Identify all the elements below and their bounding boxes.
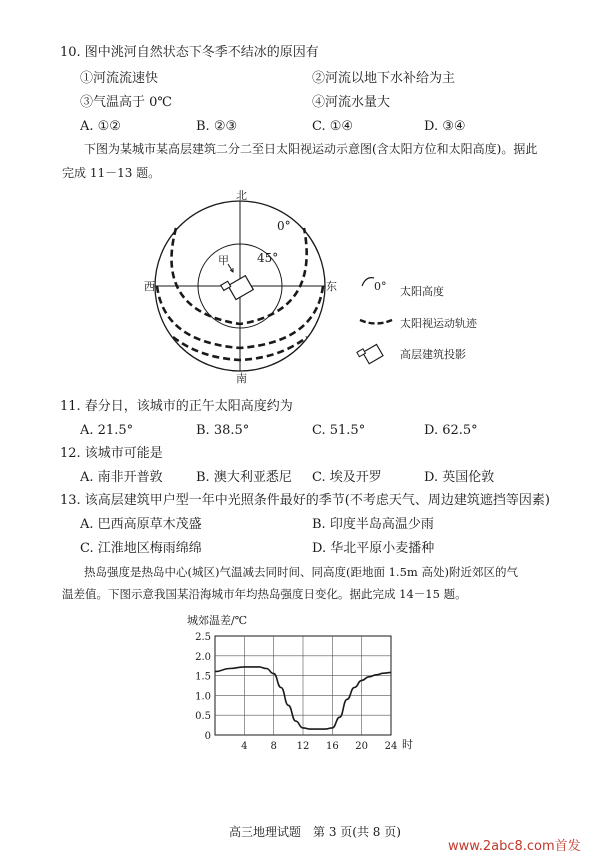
q10-option-b: B. ②③ [196, 119, 238, 134]
legend-building-icon [357, 342, 383, 366]
sun-path-diagram [140, 186, 520, 386]
q12-option-b: B. 澳大利亚悉尼 [196, 470, 292, 485]
q10-stem: 10. 图中洮河自然状态下冬季不结冰的原因有 [60, 45, 319, 60]
sun-path-summer [172, 228, 307, 324]
q13-option-d: D. 华北平原小麦播种 [312, 541, 435, 556]
chart-ylabel: 城郊温差/℃ [187, 614, 248, 627]
legend-path-label: 太阳视运动轨迹 [400, 317, 477, 330]
y-tick-label: 0.5 [195, 711, 211, 723]
label-east: 东 [326, 280, 337, 293]
q12-option-a: A. 南非开普敦 [80, 470, 163, 485]
legend-altitude-label: 太阳高度 [400, 285, 444, 298]
legend-building-label: 高层建筑投影 [400, 348, 466, 361]
q12-stem: 12. 该城市可能是 [60, 446, 163, 461]
q13-stem: 13. 该高层建筑甲户型一年中光照条件最好的季节(不考虑天气、周边建筑遮挡等因素) [60, 493, 550, 508]
label-jia: 甲 [218, 254, 229, 267]
intro1-line1: 下图为某城市某高层建筑二分二至日太阳视运动示意图(含太阳方位和太阳高度)。据此 [84, 142, 538, 156]
q10-option-c: C. ①④ [312, 119, 354, 134]
q12-option-c: C. 埃及开罗 [312, 470, 382, 485]
y-tick-label: 1.5 [195, 671, 211, 683]
intro2-line2: 温差值。下图示意我国某沿海城市年均热岛强度日变化。据此完成 14－15 题。 [62, 587, 467, 601]
x-tick-label: 16 [325, 741, 339, 752]
legend-altitude-0: 0° [374, 280, 387, 293]
label-altitude-0: 0° [277, 219, 291, 233]
q10-item-1: ①河流流速快 [80, 71, 159, 86]
y-tick-label: 2.0 [195, 651, 211, 663]
q10-item-4: ④河流水量大 [312, 95, 391, 110]
heat-island-chart [180, 610, 420, 760]
y-tick-label: 1.0 [195, 691, 211, 703]
q11-option-b: B. 38.5° [196, 423, 250, 438]
x-tick-label: 20 [355, 741, 369, 752]
y-tick-label: 0 [204, 731, 211, 742]
chart-xlabel: 时 [402, 738, 413, 751]
q10-option-a: A. ①② [80, 119, 121, 134]
watermark: www.2abc8.com首发 [448, 839, 581, 854]
page-footer: 高三地理试题 第 3 页(共 8 页) [229, 825, 401, 839]
intro2-line1: 热岛强度是热岛中心(城区)气温减去同时间、同高度(距地面 1.5m 高处)附近郊区的气 [84, 565, 518, 579]
x-tick-label: 8 [270, 741, 277, 752]
q10-item-2: ②河流以地下水补给为主 [312, 71, 456, 86]
label-south: 南 [236, 372, 247, 385]
intro1-line2: 完成 11－13 题。 [62, 166, 161, 180]
x-tick-label: 4 [241, 741, 248, 752]
q11-option-d: D. 62.5° [424, 423, 478, 438]
building-footprint-icon [221, 272, 254, 302]
q13-option-c: C. 江淮地区梅雨绵绵 [80, 541, 202, 556]
q12-option-d: D. 英国伦敦 [424, 470, 495, 485]
q13-option-b: B. 印度半岛高温少雨 [312, 517, 434, 532]
label-altitude-45: 45° [257, 251, 279, 265]
q11-option-a: A. 21.5° [80, 423, 134, 438]
label-west: 西 [144, 280, 155, 293]
x-tick-label: 12 [296, 741, 310, 752]
x-tick-label: 24 [384, 741, 398, 752]
legend-altitude-icon [362, 278, 374, 286]
q10-item-3: ③气温高于 0℃ [80, 95, 172, 110]
q13-option-a: A. 巴西高原草木茂盛 [80, 517, 202, 532]
q11-stem: 11. 春分日，该城市的正午太阳高度约为 [60, 399, 293, 414]
y-tick-label: 2.5 [195, 632, 211, 643]
label-north: 北 [236, 189, 247, 202]
q10-option-d: D. ③④ [424, 119, 466, 134]
legend-path-icon [360, 320, 392, 324]
q11-option-c: C. 51.5° [312, 423, 366, 438]
